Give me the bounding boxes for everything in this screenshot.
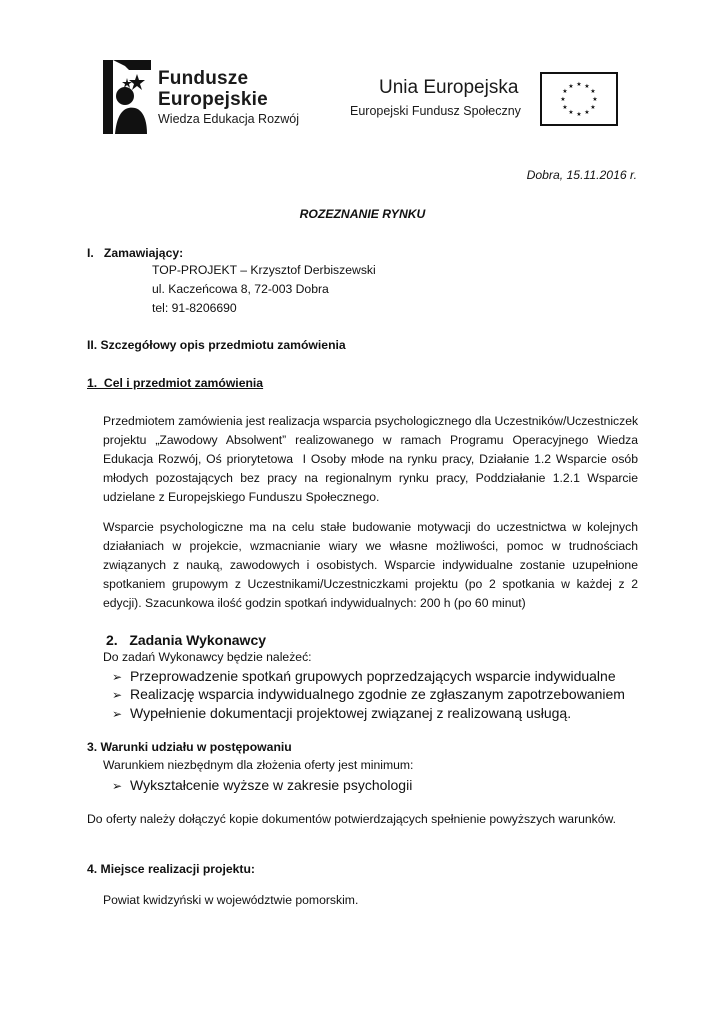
bullet-item <box>112 686 625 704</box>
bullet-text: Wykształcenie wyższe w zakresie psychologii <box>130 777 413 793</box>
para1-line: udzielane z Europejskiego Funduszu Społecznego. <box>103 490 380 504</box>
section1-line: ul. Kaczeńcowa 8, 72-003 Dobra <box>152 282 329 296</box>
svg-text:★: ★ <box>568 83 574 90</box>
fe-emblem-icon <box>103 60 151 134</box>
para1-line: projektu „Zawodowy Absolwent” realizowanego w ramach Programu Operacyjnego Wiedza <box>103 433 638 447</box>
ue-logo-subtitle: Europejski Fundusz Społeczny <box>350 104 521 118</box>
bullet-item <box>112 777 412 795</box>
fundusze-europejskie-logo <box>103 60 303 135</box>
fe-logo-line1: Fundusze <box>158 68 249 89</box>
para1-line: Edukacja Rozwój, Oś priorytetowa I Osoby młode na rynku pracy, Działanie 1.2 Wsparcie osób <box>103 452 638 466</box>
section2-heading: II. Szczegółowy opis przedmiotu zamówienia <box>87 338 346 352</box>
section1-heading: I. Zamawiający: <box>87 246 184 260</box>
svg-text:★: ★ <box>568 109 574 116</box>
arrow-bullet-icon: ➢ <box>112 688 123 702</box>
svg-text:★: ★ <box>576 111 582 118</box>
subsection4-text: Powiat kwidzyński w województwie pomorskim. <box>103 893 359 907</box>
bullet-text: Wypełnienie dokumentacji projektowej związanej z realizowaną usługą. <box>130 705 572 721</box>
eu-stars-icon <box>542 74 616 124</box>
para2-line: działaniach w projekcie, wzmacnianie wiary we własne możliwości, pomoc w trudnościach <box>103 539 638 553</box>
svg-text:★: ★ <box>576 81 582 88</box>
document-title: ROZEZNANIE RYNKU <box>299 207 426 221</box>
fe-logo-line3: Wiedza Edukacja Rozwój <box>158 112 300 126</box>
subsection2-intro: Do zadań Wykonawcy będzie należeć: <box>103 650 312 664</box>
subsection4-heading: 4. Miejsce realizacji projektu: <box>87 862 255 876</box>
section1-line: tel: 91-8206690 <box>152 301 237 315</box>
ue-logo-title: Unia Europejska <box>379 77 519 98</box>
para2-line: edycji). Szacunkowa ilość godzin spotkań indywidualnych: 200 h (po 60 minut) <box>103 596 526 610</box>
arrow-bullet-icon: ➢ <box>112 670 123 684</box>
para2-line: spotkaniem grupowym z Uczestnikami/Uczestniczkami projektu (po 2 spotkania w każdej z 2 <box>103 577 638 591</box>
document-date: Dobra, 15.11.2016 r. <box>526 168 637 182</box>
bullet-text: Przeprowadzenie spotkań grupowych poprzedzających wsparcie indywidualne <box>130 668 616 684</box>
para2-line: związanych z nauką, zawodowych i osobistych. Wsparcie indywidualne zostanie uzupełnione <box>103 558 638 572</box>
bullet-text: Realizację wsparcia indywidualnego zgodnie ze zgłaszanym zapotrzebowaniem <box>130 686 625 702</box>
bullet-item <box>112 668 616 686</box>
arrow-bullet-icon: ➢ <box>112 779 123 793</box>
subsection1-heading: 1. Cel i przedmiot zamówienia <box>87 376 264 390</box>
svg-text:★: ★ <box>590 88 596 95</box>
subsection3-intro: Warunkiem niezbędnym dla złożenia oferty jest minimum: <box>103 758 414 772</box>
subsection2-heading: 2. Zadania Wykonawcy <box>106 632 267 648</box>
svg-text:★: ★ <box>562 88 568 95</box>
para1-line: młodych pozostających bez pracy na regionalnym rynku pracy, Poddziałanie 1.2.1 Wsparcie <box>103 471 638 485</box>
svg-text:★: ★ <box>562 104 568 111</box>
eu-flag <box>540 72 618 126</box>
fe-logo-line2: Europejskie <box>158 89 268 110</box>
para1-line: Przedmiotem zamówienia jest realizacja wsparcia psychologicznego dla Uczestników/Uczestniczek <box>103 414 639 428</box>
arrow-bullet-icon: ➢ <box>112 707 123 721</box>
bullet-item <box>112 705 571 723</box>
svg-text:★: ★ <box>590 104 596 111</box>
section1-line: TOP-PROJEKT – Krzysztof Derbiszewski <box>152 263 376 277</box>
svg-text:★: ★ <box>592 96 598 103</box>
svg-text:★: ★ <box>584 109 590 116</box>
subsection3-heading: 3. Warunki udziału w postępowaniu <box>87 740 292 754</box>
subsection3-note: Do oferty należy dołączyć kopie dokumentów potwierdzających spełnienie powyższych warunków. <box>87 812 617 826</box>
svg-text:★: ★ <box>560 96 566 103</box>
svg-text:★: ★ <box>584 83 590 90</box>
para2-line: Wsparcie psychologiczne ma na celu stałe budowanie motywacji do uczestnictwa w kolejnych <box>103 520 638 534</box>
